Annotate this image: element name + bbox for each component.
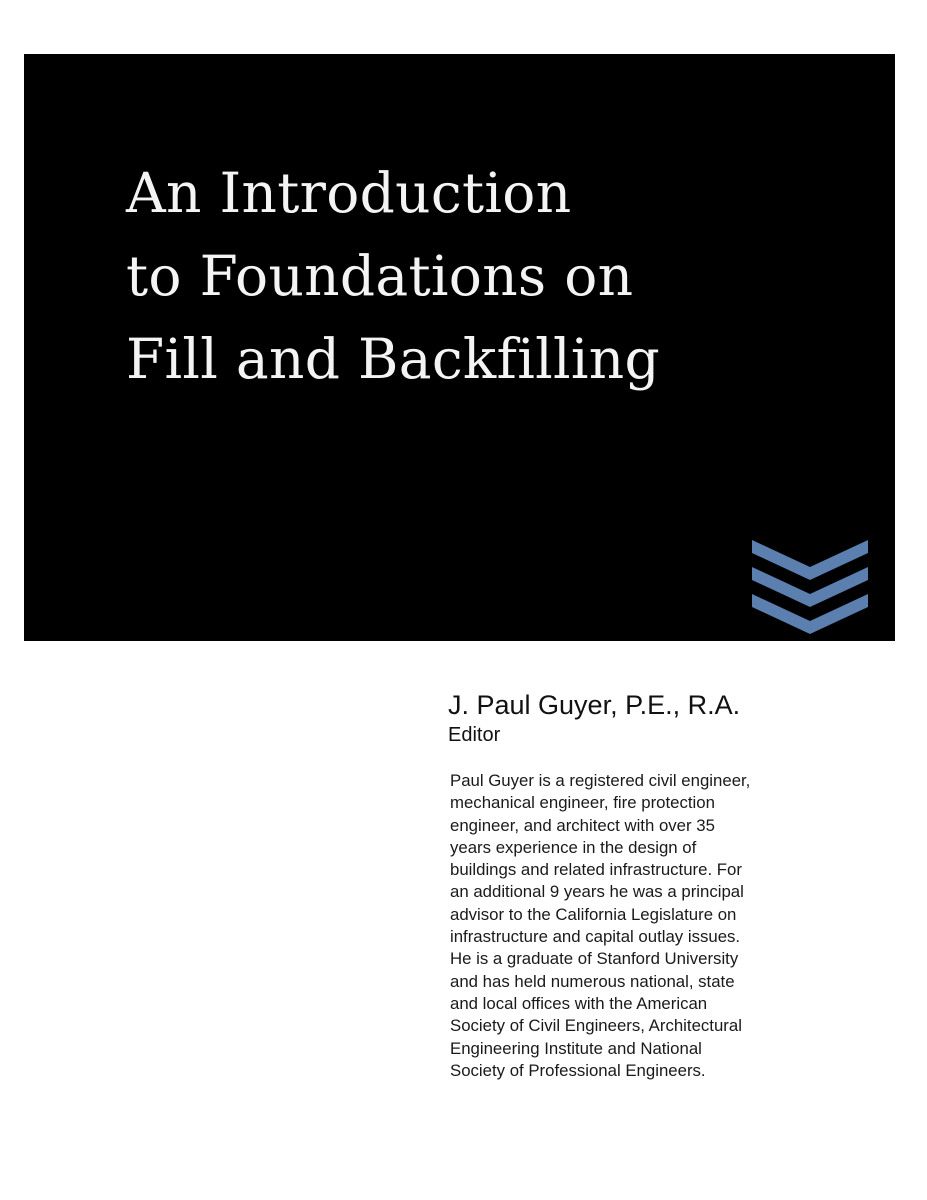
bio-line: and has held numerous national, state	[450, 971, 735, 991]
author-block	[448, 690, 888, 747]
bio-line: mechanical engineer, fire protection	[450, 793, 715, 813]
bio-line: infrastructure and capital outlay issues.	[450, 927, 741, 947]
bio-line: Society of Civil Engineers, Architectural	[450, 1016, 742, 1036]
bio-line: Paul Guyer is a registered civil engineer,	[450, 771, 751, 790]
author-name: J. Paul Guyer, P.E., R.A.	[448, 690, 741, 720]
book-title	[126, 152, 846, 401]
bio-line: He is a graduate of Stanford University	[450, 949, 739, 969]
cover-panel	[24, 54, 895, 641]
title-line: Fill and Backfilling	[126, 327, 661, 391]
bio-line: and local offices with the American	[450, 993, 708, 1013]
bio-line: buildings and related infrastructure. For	[450, 860, 742, 880]
chevron-top	[752, 540, 868, 580]
bio-line: engineer, and architect with over 35	[450, 815, 715, 835]
author-bio	[450, 770, 880, 1082]
author-role: Editor	[448, 724, 501, 746]
bio-line: advisor to the California Legislature on	[450, 904, 737, 924]
bio-line: years experience in the design of	[450, 837, 697, 857]
bio-line: Engineering Institute and National	[450, 1038, 702, 1058]
bio-line: an additional 9 years he was a principal	[450, 882, 744, 902]
title-line: An Introduction	[126, 161, 572, 225]
triple-chevron-down-icon	[752, 540, 868, 636]
bio-line: Society of Professional Engineers.	[450, 1060, 706, 1080]
title-line: to Foundations on	[126, 244, 634, 308]
